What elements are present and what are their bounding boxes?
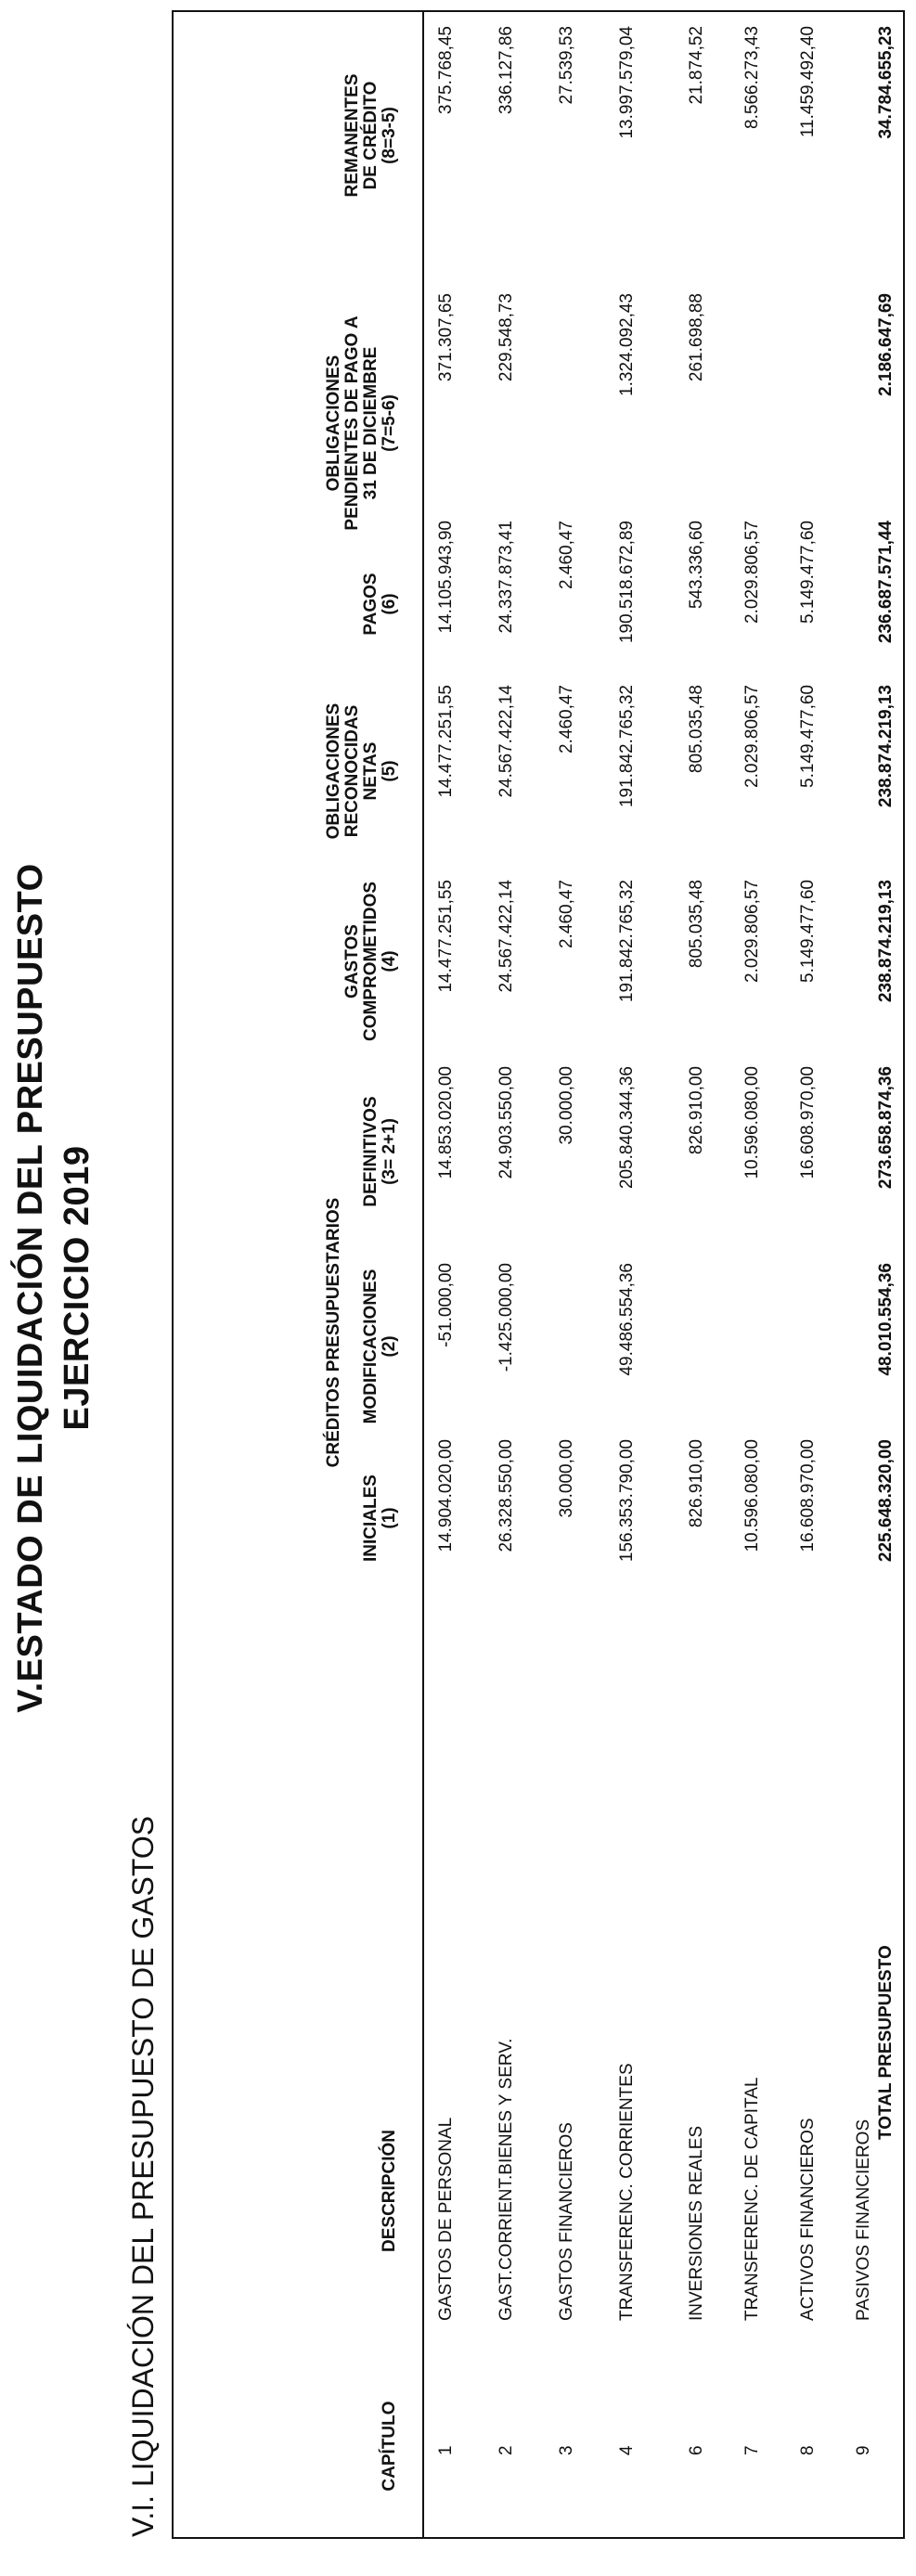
header-descripcion	[381, 2047, 399, 2335]
cell-remanentes: 336.127,86	[497, 26, 516, 115]
cell-pendientes: 371.307,65	[436, 293, 456, 382]
cell-reconocidas: 14.477.251,55	[436, 685, 456, 798]
cell-capitulo: 9	[854, 2445, 873, 2455]
header-iniciales	[362, 1430, 399, 1606]
cell-descripcion: TRANSFERENC. DE CAPITAL	[742, 2077, 762, 2321]
total-pagos: 236.687.571,44	[876, 521, 896, 644]
cell-iniciales: 826.910,00	[687, 1439, 706, 1528]
cell-descripcion: INVERSIONES REALES	[687, 2125, 706, 2321]
cell-iniciales: 26.328.550,00	[497, 1439, 516, 1552]
cell-iniciales: 156.353.790,00	[617, 1439, 637, 1563]
cell-pagos: 5.149.477,60	[798, 521, 818, 624]
cell-descripcion: GASTOS FINANCIEROS	[557, 2122, 576, 2321]
cell-reconocidas: 24.567.422,14	[497, 685, 516, 798]
cell-definitivos: 205.840.344,36	[617, 1066, 637, 1190]
header-obligaciones-pendientes-line: PENDIENTES DE PAGO A	[342, 316, 362, 531]
cell-iniciales: 30.000,00	[557, 1439, 576, 1518]
cell-reconocidas: 5.149.477,60	[798, 685, 818, 788]
header-definitivos-line: (3= 2+1)	[380, 1118, 399, 1185]
total-pendientes: 2.186.647,69	[876, 293, 896, 396]
total-reconocidas: 238.874.219,13	[876, 685, 896, 808]
cell-capitulo: 4	[617, 2445, 637, 2455]
cell-reconocidas: 191.842.765,32	[617, 685, 637, 808]
cell-pendientes: 261.698,88	[687, 293, 706, 382]
header-capitulo	[381, 2372, 399, 2520]
header-remanentes-line: (8=3-5)	[380, 107, 399, 164]
cell-capitulo: 2	[497, 2445, 516, 2455]
header-obligaciones-reconocidas-line: OBLIGACIONES	[324, 702, 343, 840]
cell-pagos: 24.337.873,41	[497, 521, 516, 634]
header-descripcion-line: DESCRIPCIÓN	[380, 2130, 399, 2252]
cell-iniciales: 10.596.080,00	[742, 1439, 762, 1552]
cell-pagos: 543.336,60	[687, 521, 706, 610]
header-modificaciones-line: MODIFICACIONES	[361, 1269, 381, 1424]
cell-iniciales: 14.904.020,00	[436, 1439, 456, 1552]
cell-descripcion: ACTIVOS FINANCIEROS	[798, 2118, 818, 2321]
total-remanentes: 34.784.655,23	[876, 26, 896, 139]
cell-modificaciones: -51.000,00	[436, 1263, 456, 1347]
cell-remanentes: 11.459.492,40	[798, 26, 818, 138]
page-subtitle-year: EJERCICIO 2019	[58, 1145, 97, 1431]
cell-comprometidos: 805.035,48	[687, 880, 706, 969]
header-modificaciones	[362, 1258, 399, 1435]
header-pagos	[362, 525, 399, 683]
header-creditos-group: CRÉDITOS PRESUPUESTARIOS	[324, 1197, 343, 1468]
cell-capitulo: 7	[742, 2445, 762, 2455]
cell-pagos: 190.518.672,89	[617, 521, 637, 644]
header-obligaciones-pendientes	[325, 312, 399, 535]
cell-definitivos: 10.596.080,00	[742, 1066, 762, 1179]
cell-pendientes: 229.548,73	[497, 293, 516, 382]
header-iniciales-line: (1)	[380, 1507, 399, 1529]
cell-reconocidas: 805.035,48	[687, 685, 706, 774]
cell-comprometidos: 14.477.251,55	[436, 880, 456, 993]
cell-reconocidas: 2.460,47	[557, 685, 576, 753]
header-obligaciones-reconocidas	[325, 674, 399, 869]
cell-descripcion: PASIVOS FINANCIEROS	[854, 2119, 873, 2321]
total-definitivos: 273.658.874,36	[876, 1066, 896, 1190]
cell-capitulo: 6	[687, 2445, 706, 2455]
header-pagos-line: (6)	[380, 593, 399, 615]
cell-capitulo: 1	[436, 2445, 456, 2455]
cell-remanentes: 375.768,45	[436, 26, 456, 115]
header-modificaciones-line: (2)	[380, 1335, 399, 1358]
header-capitulo-line: CAPÍTULO	[380, 2401, 399, 2492]
cell-capitulo: 3	[557, 2445, 576, 2455]
header-iniciales-line: INICIALES	[361, 1475, 381, 1562]
cell-comprometidos: 24.567.422,14	[497, 880, 516, 993]
header-obligaciones-pendientes-line: 31 DE DICIEMBRE	[361, 346, 381, 500]
cell-descripcion: GAST.CORRIENT.BIENES Y SERV.	[497, 2038, 516, 2321]
cell-definitivos: 826.910,00	[687, 1066, 706, 1155]
header-gastos-comprometidos-line: (4)	[380, 950, 399, 972]
cell-reconocidas: 2.029.806,57	[742, 685, 762, 788]
header-definitivos	[362, 1063, 399, 1240]
cell-comprometidos: 2.029.806,57	[742, 880, 762, 983]
header-pagos-line: PAGOS	[361, 573, 381, 636]
cell-definitivos: 16.608.970,00	[798, 1066, 818, 1179]
header-obligaciones-reconocidas-line: (5)	[380, 760, 399, 782]
header-remanentes-line: REMANENTES	[342, 73, 362, 198]
header-obligaciones-pendientes-line: (7=5-6)	[380, 394, 399, 452]
cell-descripcion: TRANSFERENC. CORRIENTES	[617, 2063, 637, 2321]
page-title: V.ESTADO DE LIQUIDACIÓN DEL PRESUPUESTO	[11, 863, 50, 1713]
cell-remanentes: 8.566.273,43	[742, 26, 762, 129]
section-title: V.I. LIQUIDACIÓN DEL PRESUPUESTO DE GASTOS	[126, 1815, 160, 2537]
total-comprometidos: 238.874.219,13	[876, 880, 896, 1003]
header-obligaciones-reconocidas-line: NETAS	[361, 741, 381, 801]
cell-comprometidos: 191.842.765,32	[617, 880, 637, 1003]
total-modificaciones: 48.010.554,36	[876, 1263, 896, 1376]
cell-definitivos: 14.853.020,00	[436, 1066, 456, 1179]
header-gastos-comprometidos	[343, 869, 399, 1054]
cell-pagos: 14.105.943,90	[436, 521, 456, 634]
header-gastos-comprometidos-line: GASTOS	[342, 924, 362, 998]
cell-pagos: 2.029.806,57	[742, 521, 762, 624]
cell-remanentes: 21.874,52	[687, 26, 706, 105]
cell-remanentes: 27.539,53	[557, 26, 576, 105]
header-obligaciones-pendientes-line: OBLIGACIONES	[324, 354, 343, 492]
cell-pagos: 2.460,47	[557, 521, 576, 589]
header-gastos-comprometidos-line: COMPROMETIDOS	[361, 881, 381, 1042]
header-definitivos-line: DEFINITIVOS	[361, 1096, 381, 1207]
total-label: TOTAL PRESUPUESTO	[876, 1945, 896, 2140]
cell-pendientes: 1.324.092,43	[617, 293, 637, 396]
header-obligaciones-reconocidas-line: RECONOCIDAS	[342, 704, 362, 838]
budget-table-frame	[172, 10, 905, 2539]
cell-iniciales: 16.608.970,00	[798, 1439, 818, 1552]
cell-definitivos: 30.000,00	[557, 1066, 576, 1145]
cell-comprometidos: 5.149.477,60	[798, 880, 818, 983]
cell-descripcion: GASTOS DE PERSONAL	[436, 2117, 456, 2321]
cell-capitulo: 8	[798, 2445, 818, 2455]
cell-remanentes: 13.997.579,04	[617, 26, 637, 139]
cell-comprometidos: 2.460,47	[557, 880, 576, 948]
header-remanentes	[343, 33, 399, 238]
cell-definitivos: 24.903.550,00	[497, 1066, 516, 1179]
cell-modificaciones: -1.425.000,00	[497, 1263, 516, 1372]
header-separator	[422, 10, 424, 2539]
total-iniciales: 225.648.320,00	[876, 1439, 896, 1563]
header-remanentes-line: DE CRÉDITO	[361, 81, 381, 190]
cell-modificaciones: 49.486.554,36	[617, 1263, 637, 1376]
